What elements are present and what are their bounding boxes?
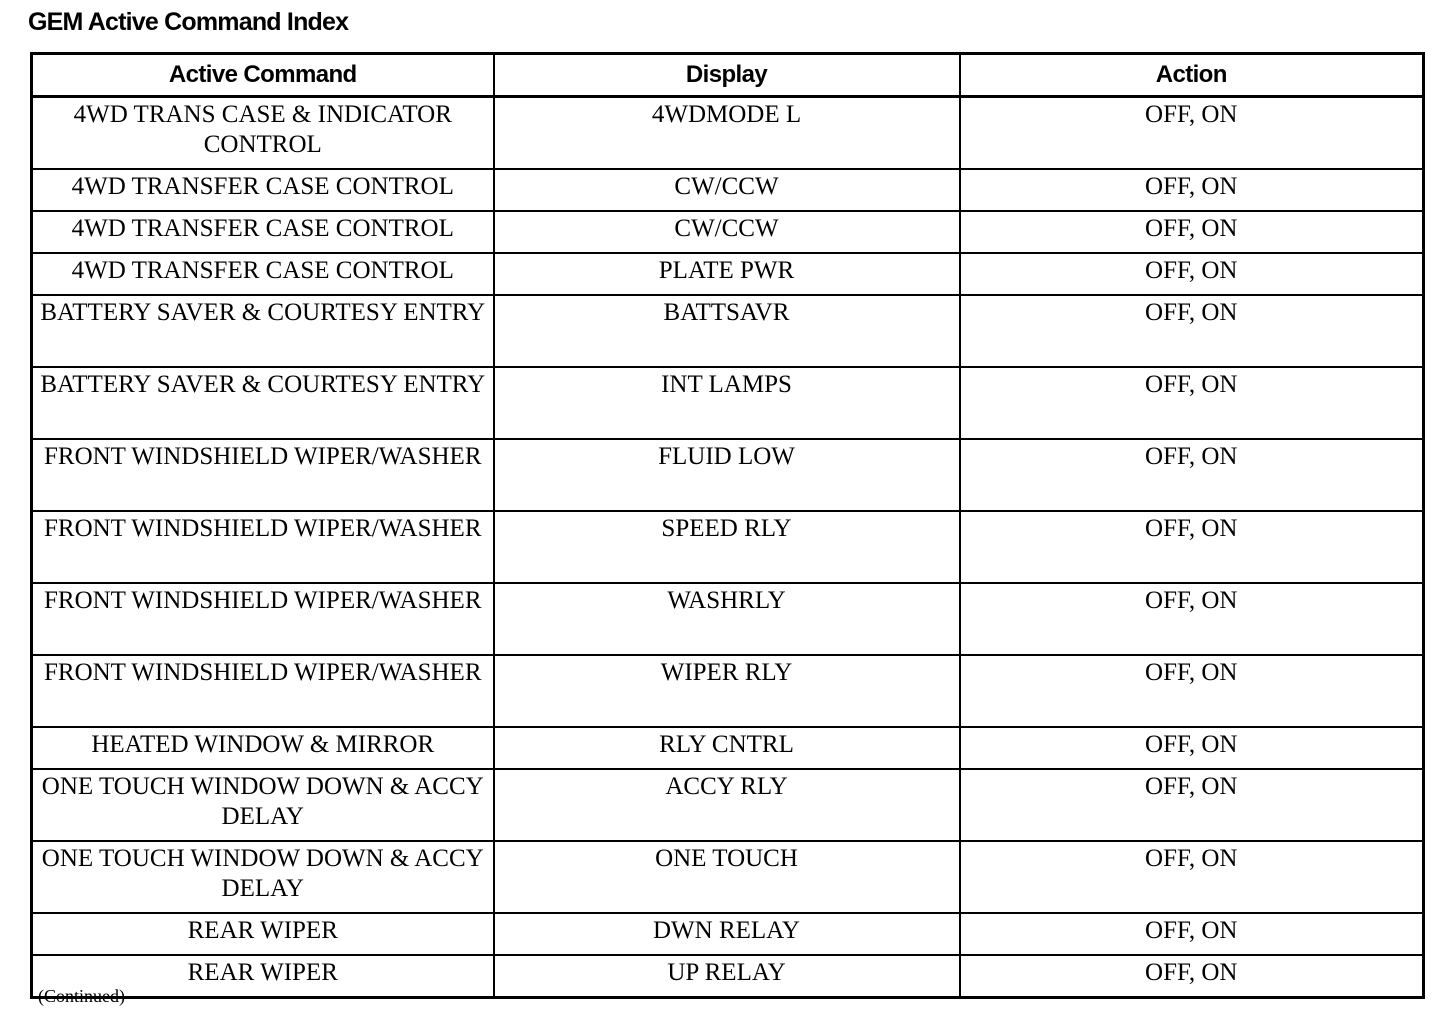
cell-action: OFF, ON	[960, 97, 1424, 170]
continued-note: (Continued)	[38, 986, 125, 1006]
cell-display: PLATE PWR	[494, 253, 960, 295]
cell-active-command: HEATED WINDOW & MIRROR	[32, 727, 494, 769]
cell-display: 4WDMODE L	[494, 97, 960, 170]
table-row	[32, 295, 1424, 367]
table-row	[32, 841, 1424, 913]
cell-active-command: FRONT WINDSHIELD WIPER/WASHER	[32, 583, 494, 655]
table-row	[32, 511, 1424, 583]
cell-active-command: BATTERY SAVER & COURTESY ENTRY	[32, 367, 494, 439]
table-row	[32, 583, 1424, 655]
cell-active-command: 4WD TRANSFER CASE CONTROL	[32, 211, 494, 253]
cell-action: OFF, ON	[960, 727, 1424, 769]
cell-display: INT LAMPS	[494, 367, 960, 439]
cell-display: WIPER RLY	[494, 655, 960, 727]
table-row	[32, 211, 1424, 253]
cell-display: CW/CCW	[494, 169, 960, 211]
column-header-action: Action	[960, 54, 1424, 97]
cell-display: CW/CCW	[494, 211, 960, 253]
cell-active-command: REAR WIPER	[32, 913, 494, 955]
cell-display: SPEED RLY	[494, 511, 960, 583]
page-title: GEM Active Command Index	[28, 8, 349, 36]
cell-active-command: ONE TOUCH WINDOW DOWN & ACCY DELAY	[32, 769, 494, 841]
cell-active-command: 4WD TRANS CASE & INDICATOR CONTROL	[32, 97, 494, 170]
column-header-display: Display	[494, 54, 960, 97]
table-header-row	[32, 54, 1424, 97]
cell-action: OFF, ON	[960, 841, 1424, 913]
cell-action: OFF, ON	[960, 955, 1424, 998]
cell-action: OFF, ON	[960, 769, 1424, 841]
column-header-active-command: Active Command	[32, 54, 494, 97]
command-index-table	[30, 52, 1425, 999]
cell-action: OFF, ON	[960, 913, 1424, 955]
cell-display: ACCY RLY	[494, 769, 960, 841]
cell-action: OFF, ON	[960, 169, 1424, 211]
cell-display: DWN RELAY	[494, 913, 960, 955]
cell-display: BATTSAVR	[494, 295, 960, 367]
cell-active-command: FRONT WINDSHIELD WIPER/WASHER	[32, 655, 494, 727]
cell-display: RLY CNTRL	[494, 727, 960, 769]
table-row	[32, 439, 1424, 511]
cell-active-command: 4WD TRANSFER CASE CONTROL	[32, 169, 494, 211]
cell-action: OFF, ON	[960, 583, 1424, 655]
table-row	[32, 367, 1424, 439]
cell-active-command: 4WD TRANSFER CASE CONTROL	[32, 253, 494, 295]
cell-action: OFF, ON	[960, 655, 1424, 727]
cell-display: WASHRLY	[494, 583, 960, 655]
table-row	[32, 727, 1424, 769]
cell-action: OFF, ON	[960, 439, 1424, 511]
table-row	[32, 169, 1424, 211]
cell-active-command: BATTERY SAVER & COURTESY ENTRY	[32, 295, 494, 367]
cell-action: OFF, ON	[960, 295, 1424, 367]
cell-active-command: FRONT WINDSHIELD WIPER/WASHER	[32, 511, 494, 583]
table-row	[32, 769, 1424, 841]
cell-display: FLUID LOW	[494, 439, 960, 511]
table-body	[32, 97, 1424, 998]
cell-active-command: REAR WIPER	[32, 955, 494, 998]
table-row	[32, 253, 1424, 295]
cell-active-command: ONE TOUCH WINDOW DOWN & ACCY DELAY	[32, 841, 494, 913]
table-row	[32, 955, 1424, 998]
table-row	[32, 97, 1424, 170]
cell-action: OFF, ON	[960, 511, 1424, 583]
cell-action: OFF, ON	[960, 367, 1424, 439]
cell-action: OFF, ON	[960, 211, 1424, 253]
cell-action: OFF, ON	[960, 253, 1424, 295]
cell-display: ONE TOUCH	[494, 841, 960, 913]
table-row	[32, 655, 1424, 727]
cell-display: UP RELAY	[494, 955, 960, 998]
table-row	[32, 913, 1424, 955]
cell-active-command: FRONT WINDSHIELD WIPER/WASHER	[32, 439, 494, 511]
